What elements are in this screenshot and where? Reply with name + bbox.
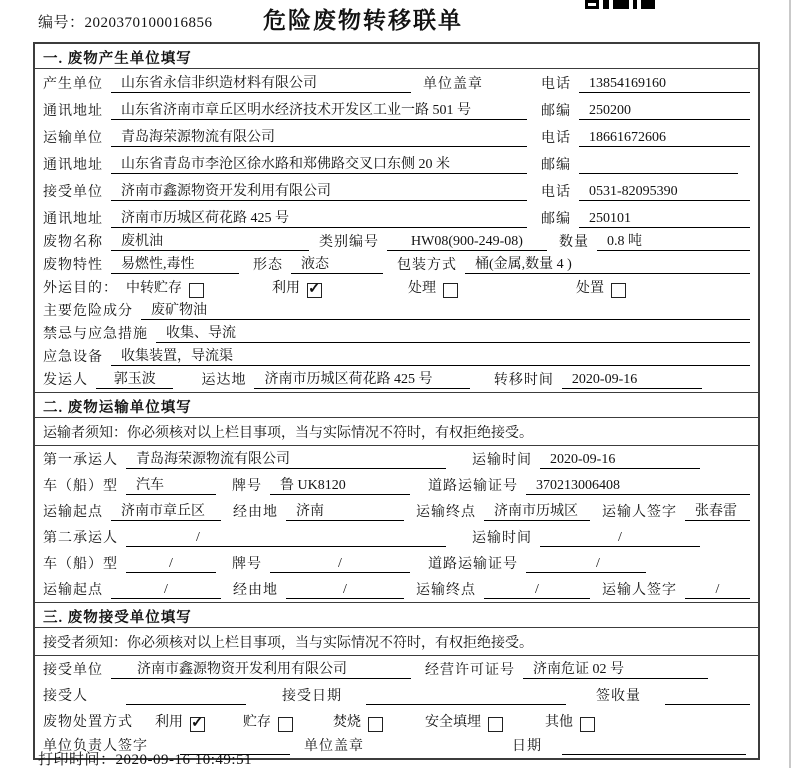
row-receiver-address <box>35 204 758 231</box>
producer-label: 产生单位 <box>43 77 103 92</box>
vehicle2-value: / <box>126 556 216 573</box>
transport-time2-value: / <box>540 530 700 547</box>
receipt-qty-label: 签收量 <box>596 689 641 704</box>
row-waste-character <box>35 254 758 277</box>
hazard-value: 废矿物油 <box>141 299 750 320</box>
option-label: 其他 <box>545 715 573 730</box>
character-value: 易燃性,毒性 <box>111 253 239 274</box>
purpose-option-treat <box>408 277 458 297</box>
end2-value: / <box>484 582 590 599</box>
option-label: 焚烧 <box>333 715 361 730</box>
section1-heading: 一. 废物产生单位填写 <box>35 44 758 69</box>
permit-value: 济南危证 02 号 <box>523 658 708 679</box>
taboo-label: 禁忌与应急措施 <box>43 327 148 342</box>
packing-label: 包装方式 <box>397 258 457 273</box>
transporter-phone: 18661672606 <box>579 130 750 147</box>
date-value <box>562 739 746 755</box>
row-purpose <box>35 277 758 300</box>
checkbox-icon <box>278 717 293 732</box>
disposal-option-other <box>545 711 595 731</box>
row-disposal-method <box>35 708 758 734</box>
scan-page-edge <box>789 0 791 768</box>
row-transporter <box>35 123 758 150</box>
transport-time1-value: 2020-09-16 <box>540 452 700 469</box>
producer-phone: 13854169160 <box>579 76 750 93</box>
row-receiver <box>35 177 758 204</box>
producer-address: 山东省济南市章丘区明水经济技术开发区工业一路 501 号 <box>111 99 527 120</box>
accept-date-value <box>366 689 566 705</box>
receiver-phone: 0531-82095390 <box>579 184 750 201</box>
checkbox-checked-icon <box>307 283 322 298</box>
row-accept-unit <box>35 656 758 682</box>
row-transporter-address <box>35 150 758 177</box>
acceptor-label: 接受人 <box>43 689 88 704</box>
row-taboo-measures <box>35 323 758 346</box>
origin2-value: / <box>111 582 221 599</box>
plate1-value: 鲁 UK8120 <box>270 474 410 495</box>
license-label: 道路运输证号 <box>428 479 518 494</box>
carrier1-label: 第一承运人 <box>43 453 118 468</box>
checkbox-icon <box>488 717 503 732</box>
permit-label: 经营许可证号 <box>425 663 515 678</box>
option-label: 处理 <box>408 281 436 296</box>
sign2-value: / <box>685 582 750 599</box>
row-producer <box>35 69 758 96</box>
address-label: 通讯地址 <box>43 158 103 173</box>
quantity-value: 0.8 吨 <box>597 230 750 251</box>
disposal-option-recycle <box>155 711 205 731</box>
receipt-qty-value <box>665 689 750 705</box>
accept-date-label: 接受日期 <box>282 689 342 704</box>
disposal-option-incinerate <box>333 711 383 731</box>
receiver-label: 接受单位 <box>43 185 103 200</box>
address-label: 通讯地址 <box>43 212 103 227</box>
print-time <box>38 748 252 768</box>
vehicle-label: 车（船）型 <box>43 479 118 494</box>
character-label: 废物特性 <box>43 258 103 273</box>
section2-heading: 二. 废物运输单位填写 <box>35 392 758 418</box>
option-label: 处置 <box>576 281 604 296</box>
purpose-option-recycle <box>272 277 322 297</box>
section2-notice: 运输者须知：你必须核对以上栏目事项，当与实际情况不符时，有权拒绝接受。 <box>35 418 758 446</box>
transporter-label: 运输单位 <box>43 131 103 146</box>
phone-label: 电话 <box>541 131 571 146</box>
destination-value: 济南市历城区荷花路 425 号 <box>254 368 469 389</box>
vehicle1-value: 汽车 <box>126 474 216 495</box>
disposal-label: 废物处置方式 <box>43 715 133 730</box>
checkbox-icon <box>580 717 595 732</box>
disposal-option-storage <box>243 711 293 731</box>
waste-name-value: 废机油 <box>111 230 309 251</box>
row-route1 <box>35 498 758 524</box>
option-label: 利用 <box>155 715 183 730</box>
section3-notice: 接受者须知：你必须核对以上栏目事项，当与实际情况不符时，有权拒绝接受。 <box>35 628 758 656</box>
plate-label: 牌号 <box>232 557 262 572</box>
disposal-option-landfill <box>425 711 503 731</box>
quantity-label: 数量 <box>559 235 589 250</box>
print-time-label: 打印时间： <box>38 752 116 768</box>
receiver-address: 济南市历城区荷花路 425 号 <box>111 207 527 228</box>
origin-label: 运输起点 <box>43 505 103 520</box>
option-label: 贮存 <box>243 715 271 730</box>
form-table <box>33 42 760 760</box>
via-label: 经由地 <box>233 505 278 520</box>
unit-seal-label: 单位盖章 <box>304 739 364 754</box>
checkbox-icon <box>611 283 626 298</box>
receiver-zip: 250101 <box>579 211 750 228</box>
sign1-value: 张春雷 <box>685 500 750 521</box>
phone-label: 电话 <box>541 77 571 92</box>
waste-name-label: 废物名称 <box>43 235 103 250</box>
manager-sign-label: 单位负责人签字 <box>43 739 148 754</box>
origin1-value: 济南市章丘区 <box>111 500 221 521</box>
phone-label: 电话 <box>541 185 571 200</box>
vehicle-label: 车（船）型 <box>43 557 118 572</box>
via-label: 经由地 <box>233 583 278 598</box>
transporter-sign-label: 运输人签字 <box>602 505 677 520</box>
zip-label: 邮编 <box>541 158 571 173</box>
endpoint-label: 运输终点 <box>416 505 476 520</box>
form-label: 形态 <box>253 258 283 273</box>
endpoint-label: 运输终点 <box>416 583 476 598</box>
acceptor-value <box>126 689 246 705</box>
option-label: 中转贮存 <box>126 281 182 296</box>
row-vehicle2 <box>35 550 758 576</box>
license1-value: 370213006408 <box>526 478 750 495</box>
row-producer-address <box>35 96 758 123</box>
destination-label: 运达地 <box>201 373 247 388</box>
accept-unit-value: 济南市鑫源物资开发利用有限公司 <box>111 658 411 679</box>
shipper-label: 发运人 <box>43 373 88 388</box>
plate-label: 牌号 <box>232 479 262 494</box>
origin-label: 运输起点 <box>43 583 103 598</box>
date-label: 日期 <box>512 739 542 754</box>
plate2-value: / <box>270 556 410 573</box>
address-label: 通讯地址 <box>43 104 103 119</box>
option-label: 利用 <box>272 281 300 296</box>
transporter-sign-label: 运输人签字 <box>602 583 677 598</box>
zip-label: 邮编 <box>541 104 571 119</box>
form-value: 液态 <box>291 253 383 274</box>
category-value: HW08(900-249-08) <box>387 234 547 251</box>
row-carrier1 <box>35 446 758 472</box>
transport-time-label: 运输时间 <box>472 453 532 468</box>
row-shipper <box>35 369 758 392</box>
option-label: 安全填埋 <box>425 715 481 730</box>
checkbox-icon <box>368 717 383 732</box>
transporter-value: 青岛海荣源物流有限公司 <box>111 126 527 147</box>
packing-value: 桶(金属,数量 4 ) <box>465 253 750 274</box>
equipment-label: 应急设备 <box>43 350 103 365</box>
row-carrier2 <box>35 524 758 550</box>
purpose-option-transfer-storage <box>126 277 204 297</box>
seal-label: 单位盖章 <box>423 77 483 92</box>
transporter-address: 山东省青岛市李沧区徐水路和郑佛路交叉口东侧 20 米 <box>111 153 527 174</box>
purpose-option-dispose <box>576 277 626 297</box>
qr-code-fragment-icon <box>585 0 655 9</box>
zip-label: 邮编 <box>541 212 571 227</box>
checkbox-icon <box>443 283 458 298</box>
row-emergency-equipment <box>35 346 758 369</box>
transport-time-label: 运输时间 <box>472 531 532 546</box>
end1-value: 济南市历城区 <box>484 500 590 521</box>
license-label: 道路运输证号 <box>428 557 518 572</box>
row-route2 <box>35 576 758 602</box>
checkbox-icon <box>189 283 204 298</box>
row-waste-name <box>35 231 758 254</box>
transfer-time-label: 转移时间 <box>493 373 554 388</box>
row-hazard-component <box>35 300 758 323</box>
via2-value: / <box>286 582 404 599</box>
carrier2-label: 第二承运人 <box>43 531 118 546</box>
row-acceptor <box>35 682 758 708</box>
serial-label: 编号： <box>38 15 85 31</box>
producer-zip: 250200 <box>579 103 750 120</box>
section3-heading: 三. 废物接受单位填写 <box>35 602 758 628</box>
producer-value: 山东省永信非织造材料有限公司 <box>111 72 411 93</box>
via1-value: 济南 <box>286 500 404 521</box>
category-label: 类别编号 <box>319 235 379 250</box>
carrier2-value: / <box>126 530 446 547</box>
carrier1-value: 青岛海荣源物流有限公司 <box>126 448 446 469</box>
purpose-label: 外运目的： <box>43 281 118 296</box>
shipper-value: 郭玉波 <box>96 368 173 389</box>
page-title: 危险废物转移联单 <box>263 8 463 33</box>
accept-unit-label: 接受单位 <box>43 663 103 678</box>
print-time-value: 2020-09-16 10:49:51 <box>115 752 253 768</box>
license2-value: / <box>526 556 646 573</box>
receiver-value: 济南市鑫源物资开发利用有限公司 <box>111 180 527 201</box>
checkbox-checked-icon <box>190 717 205 732</box>
equipment-value: 收集装置，导流渠 <box>111 345 750 366</box>
taboo-value: 收集、导流 <box>156 322 750 343</box>
row-vehicle1 <box>35 472 758 498</box>
serial-value: 2020370100016856 <box>84 15 213 31</box>
transporter-zip <box>579 158 738 174</box>
hazard-label: 主要危险成分 <box>43 304 133 319</box>
document-header <box>0 0 796 40</box>
transfer-date-value: 2020-09-16 <box>562 372 702 389</box>
